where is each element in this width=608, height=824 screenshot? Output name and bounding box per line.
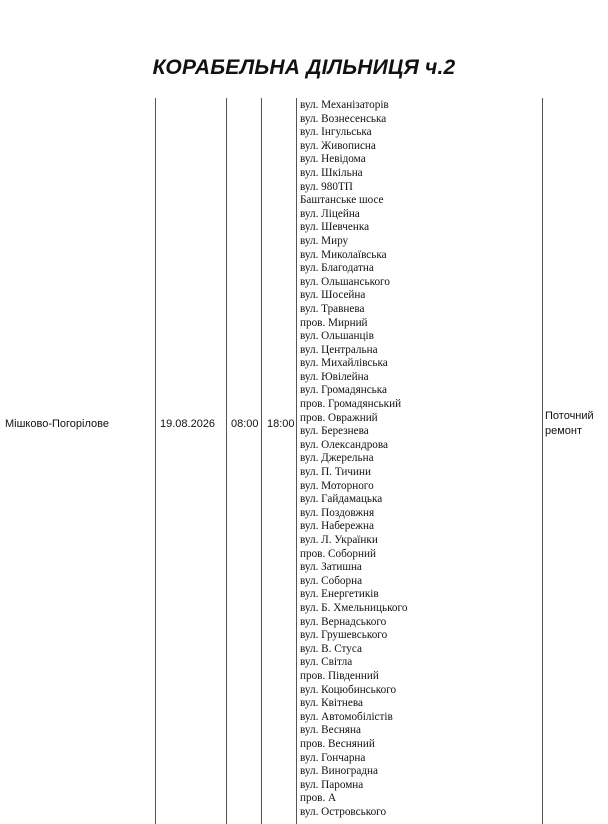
street-item: пров. Весняний [300,737,375,750]
street-item: вул. Світла [300,656,353,669]
street-item: вул. Миру [300,234,349,247]
street-item: пров. Овражний [300,411,378,424]
street-item: пров. Південний [300,669,379,682]
outage-table [0,98,608,824]
street-item: вул. Поздовжня [300,506,375,519]
street-item: вул. Гончарна [300,751,366,764]
street-item: вул. Соборна [300,574,363,587]
street-item: вул. Невідома [300,153,366,166]
street-item: вул. Ольшанців [300,330,374,343]
column-divider [542,98,543,824]
street-item: вул. Березнева [300,425,369,438]
street-item: вул. Живописна [300,139,376,152]
street-item: пров. Мирний [300,316,368,329]
street-item: Баштанське шосе [300,194,384,207]
street-item: вул. Благодатна [300,262,374,275]
street-item: вул. Гайдамацька [300,493,383,506]
street-item: вул. Травнева [300,302,365,315]
street-item: вул. Ольшанського [300,275,390,288]
street-item: вул. Вернадського [300,615,387,628]
street-item: вул. Квітнева [300,697,363,710]
street-item: вул. П. Тичини [300,466,371,479]
street-item: вул. Островського [300,805,387,818]
page-title: КОРАБЕЛЬНА ДІЛЬНИЦЯ ч.2 [152,56,456,79]
street-item: вул. Автомобілістів [300,710,393,723]
date-cell: 19.08.2026 [160,418,216,430]
column-divider [155,98,156,824]
street-item: вул. Центральна [300,343,378,356]
street-item: вул. Ліцейна [300,207,360,220]
street-item: вул. Б. Хмельницького [300,601,408,614]
street-item: вул. Грушевського [300,629,388,642]
street-item: вул. Паромна [300,778,364,791]
street-item: вул. Михайлівська [300,357,388,370]
reason-cell-line1: Поточний [545,410,594,422]
reason-cell-line2: ремонт [545,425,583,437]
street-item: вул. Весняна [300,724,361,737]
street-item: пров. А [300,792,337,805]
street-item: вул. Шкільна [300,166,363,179]
column-divider [296,98,297,824]
street-item: вул. Коцюбинського [300,683,397,696]
street-item: вул. Виноградна [300,765,379,778]
street-item: вул. Затишна [300,561,362,574]
column-divider [261,98,262,824]
street-item: вул. Шевченка [300,221,370,234]
street-list [300,99,407,819]
street-item: пров. Громадянський [300,398,402,411]
street-item: вул. Механізаторів [300,99,389,111]
street-item: вул. Вознесенська [300,112,387,125]
street-item: вул. Шосейна [300,289,366,302]
street-item: вул. Громадянська [300,384,388,397]
street-item: вул. Л. Українки [300,534,378,546]
column-divider [226,98,227,824]
street-item: вул. Олександрова [300,438,388,451]
street-item: вул. В. Стуса [300,642,362,655]
street-item: вул. Ювілейна [300,370,369,383]
street-item: вул. Набережна [300,520,374,533]
street-item: вул. 980ТП [300,180,353,193]
street-item: вул. Моторного [300,479,374,492]
start-time-cell: 08:00 [231,418,259,430]
street-item: пров. Соборний [300,547,376,560]
settlement-cell: Мішково-Погорілове [5,418,109,430]
street-item: вул. Джерельна [300,452,374,465]
street-item: вул. Миколаївська [300,248,387,261]
end-time-cell: 18:00 [267,418,295,430]
street-item: вул. Інгульська [300,126,372,139]
street-item: вул. Енергетиків [300,588,379,601]
